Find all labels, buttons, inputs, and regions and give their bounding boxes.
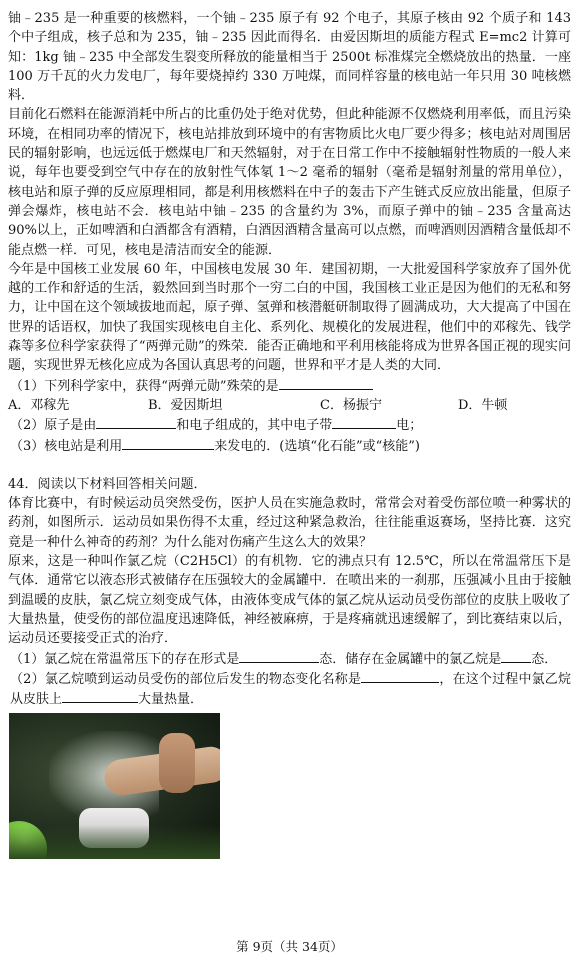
option-c[interactable]: C．杨振宁 [320, 397, 382, 413]
grass-field [9, 825, 220, 859]
answer-blank[interactable] [62, 689, 138, 703]
q44-part1: （1）氯乙烷在常温常压下的存在形式是 态．储存在金属罐中的氯乙烷是 态． [8, 649, 571, 669]
answer-blank[interactable] [122, 436, 214, 450]
option-a[interactable]: A．邓稼先 [8, 397, 70, 413]
q43-part2: （2）原子是由 和电子组成的，其中电子带 电； [8, 415, 571, 435]
q43-part1: （1）下列科学家中，获得“两弹元勋”殊荣的是 [8, 376, 571, 396]
passage-43-p2: 目前化石燃料在能源消耗中所占的比重仍处于绝对优势，但此种能源不仅燃烧利用率低，而且污染环境，在相同功率的情况下，核电站排放到环境中的有害物质比火电厂要少得多；核电站对周围居民的辐射影响，也远远低于燃煤电厂和天然辐射，对于在日常工作中不接触辐射性物质的一般人来说，每年也要受到空气中存在的放射性气体氡 1～2 毫希的辐射（毫希是辐射剂量的常用单位），核电站和原子弹的反应原理相同，都是利用核燃料在中子的轰击下产生链式反应放出能量，但原子弹会爆炸，核电站不会．核电站中铀﹣235 的含量约为 3%，而原子弹中的铀﹣235 含量高达 90%以上，正如啤酒和白酒都含有酒精，白酒因酒精含量高可以点燃，而啤酒则因酒精含量低却不能点燃一样．可见，核电是清洁而安全的能源． [8, 107, 571, 258]
answer-blank[interactable] [279, 376, 373, 390]
answer-blank[interactable] [239, 649, 319, 663]
answer-blank[interactable] [96, 415, 176, 429]
q43-part3: （3）核电站是利用 来发电的．(选填“化石能”或“核能”) [8, 436, 571, 456]
exam-page [8, 9, 571, 859]
passage-44-p2: 原来，这是一种叫作氯乙烷（C2H5Cl）的有机物．它的沸点只有 12.5℃，所以在常温常压下是气体．通常它以液态形式被储存在压强较大的金属罐中．在喷出来的一刹那，压强减小且由于接触到温暖的皮肤，氯乙烷立刻变成气体，由液体变成气体的氯乙烷从运动员受伤部位的皮肤上吸收了大量热量，使受伤的部位温度迅速降低，神经被麻痹，于是疼痛就迅速缓解了，到比赛结束以后，运动员还要接受正式的治疗． [8, 554, 571, 647]
q44-title: 44．阅读以下材料回答相关问题． [8, 476, 207, 492]
passage-44-p1: 体育比赛中，有时候运动员突然受伤，医护人员在实施急救时，常常会对着受伤部位喷一种雾状的药剂，如图所示．运动员如果伤得不太重，经过这种紧急救治，往往能重返赛场，坚持比赛．这究竟是一种什么神奇的药剂？为什么能对伤痛产生这么大的效果？ [8, 496, 571, 550]
option-b[interactable]: B．爱因斯坦 [148, 397, 223, 413]
first-aid-spray-photo [9, 713, 220, 859]
answer-blank[interactable] [361, 669, 439, 683]
answer-blank[interactable] [332, 415, 396, 429]
answer-blank[interactable] [501, 649, 531, 663]
medic-hand [159, 733, 195, 793]
q43-options [8, 396, 571, 415]
passage-43-p1: 铀﹣235 是一种重要的核燃料，一个铀﹣235 原子有 92 个电子，其原子核由 92 个质子和 143 个中子组成，核子总和为 235，铀﹣235 因此而得名．由爱因斯坦的质能方程式 E=mc2 计算可知：1kg 铀﹣235 中全部发生裂变所释放的能量相当于 2500t 标准煤完全燃烧放出的热量．一座 100 万千瓦的火力发电厂，每年要烧掉约 330 万吨煤，而同样容量的核电站一年只用 30 吨核燃料． [8, 11, 571, 104]
option-d[interactable]: D．牛顿 [458, 397, 508, 413]
passage-43-p3: 今年是中国核工业发展 60 年，中国核电发展 30 年．建国初期，一大批爱国科学家放弃了国外优越的工作和舒适的生活，毅然回到当时那个一穷二白的中国，我国核工业正是因为他们的无私和努力，让中国在这个领域拔地而起，原子弹、氢弹和核潜艇研制取得了圆满成功，大大提高了中国在世界的话语权，加快了我国实现核电自主化、系列化、规模化的发展进程，他们中的邓稼先、钱学森等多位科学家获得了“两弹元勋”的殊荣．能否正确地和平利用核能将成为世界各国正视的现实问题，实现世界无核化应成为各国认真思考的问题，世界和平才是人类的大同． [8, 261, 571, 374]
q44-part2: （2）氯乙烷喷到运动员受伤的部位后发生的物态变化名称是 ，在这个过程中氯乙烷从皮肤上 大量热量． [8, 669, 571, 710]
page-footer: 第 9页（共 34页） [236, 939, 343, 954]
